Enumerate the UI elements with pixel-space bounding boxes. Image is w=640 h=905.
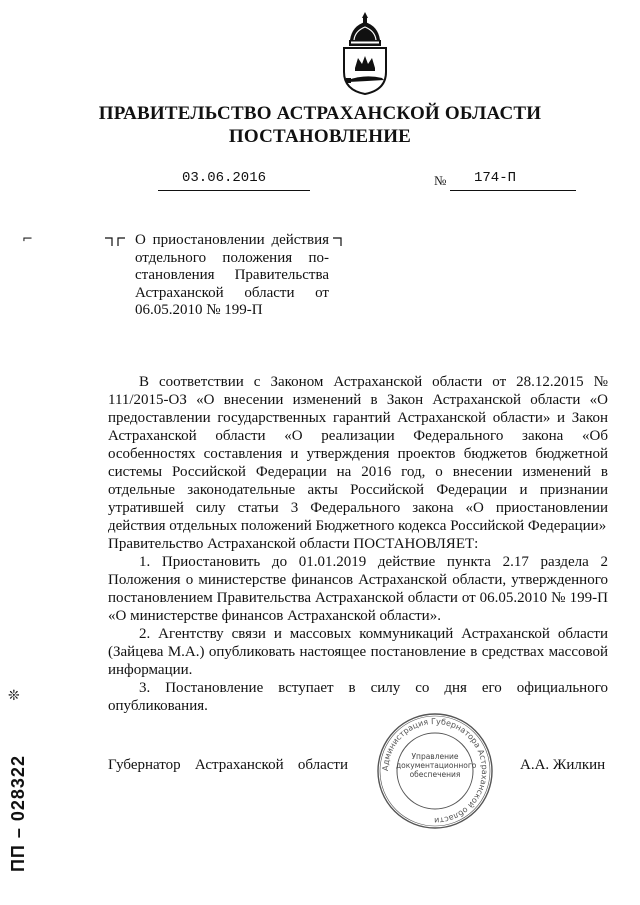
resolves-line: Правительство Астраханской области ПОСТАНОВЛЯЕТ: — [108, 536, 479, 552]
seal-ring-text: Администрация Губернатора Астраханской области — [380, 716, 490, 826]
signatory-position: Губернатор Астраханской области — [108, 757, 348, 773]
corner-mark-left: ⌐ — [22, 232, 33, 247]
registration-code-vertical — [6, 720, 32, 870]
bracket-mark-right-icon — [332, 236, 344, 248]
number-field — [450, 170, 576, 191]
clause-2: 2. Агентству связи и массовых коммуникаций Астраханской области (Зайцева М.А.) опубликовать настоящее постановление в средствах массовой информации. — [108, 626, 608, 678]
date-field — [158, 170, 310, 191]
subject-line: становления Правительства — [135, 267, 329, 283]
subject-line: Астраханской области от — [135, 284, 329, 301]
clause-3: 3. Постановление вступает в силу со дня его официального опубликования. — [108, 680, 608, 714]
seal-center-text: Управление документационного обеспечения — [396, 752, 477, 779]
asterisk-mark-icon: ❊ — [8, 688, 20, 704]
signatory-name: А.А. Жилкин — [520, 757, 606, 773]
number-value: 174-П — [474, 170, 517, 186]
document-body — [108, 373, 608, 715]
number-label: № — [434, 173, 447, 188]
preamble-paragraph: В соответствии с Законом Астраханской области от 28.12.2015 № 111/2015-ОЗ «О внесении изменений в Закон Астраханской области «О предоставлении государственных гарантий Астраханской области» и Закон Астраханской области «О реализации Федерального закона «Об особенностях составления и утверждения проектов бюджетов бюджетной системы Российской Федерации на 2016 год, о внесении изменений в отдельные законодательные акты Российской Федерации и признании утратившей силу статьи 3 Федерального закона «О приостановлении действия отдельных положений Бюджетного кодекса Российской Федерации» — [108, 374, 608, 534]
date-value: 03.06.2016 — [182, 170, 267, 186]
astrakhan-coat-of-arms-icon — [338, 10, 392, 96]
registration-code: ПП – 028322 — [8, 755, 28, 872]
clause-1: 1. Приостановить до 01.01.2019 действие пункта 2.17 раздела 2 Положения о министерстве финансов Астраханской области, утвержденного постановлением Правительства Астраханской области от 06.05.2010 № 199-П «О министерстве финансов Астраханской области». — [108, 554, 608, 624]
bracket-marks-icon — [104, 236, 132, 248]
subject-line: 06.05.2010 № 199-П — [135, 302, 263, 318]
government-title: ПРАВИТЕЛЬСТВО АСТРАХАНСКОЙ ОБЛАСТИ — [98, 103, 542, 124]
document-type-title: ПОСТАНОВЛЕНИЕ — [228, 126, 412, 147]
document-subject — [135, 232, 329, 320]
subject-line: О приостановлении действия — [135, 232, 329, 248]
subject-line: отдельного положения по- — [135, 249, 329, 266]
